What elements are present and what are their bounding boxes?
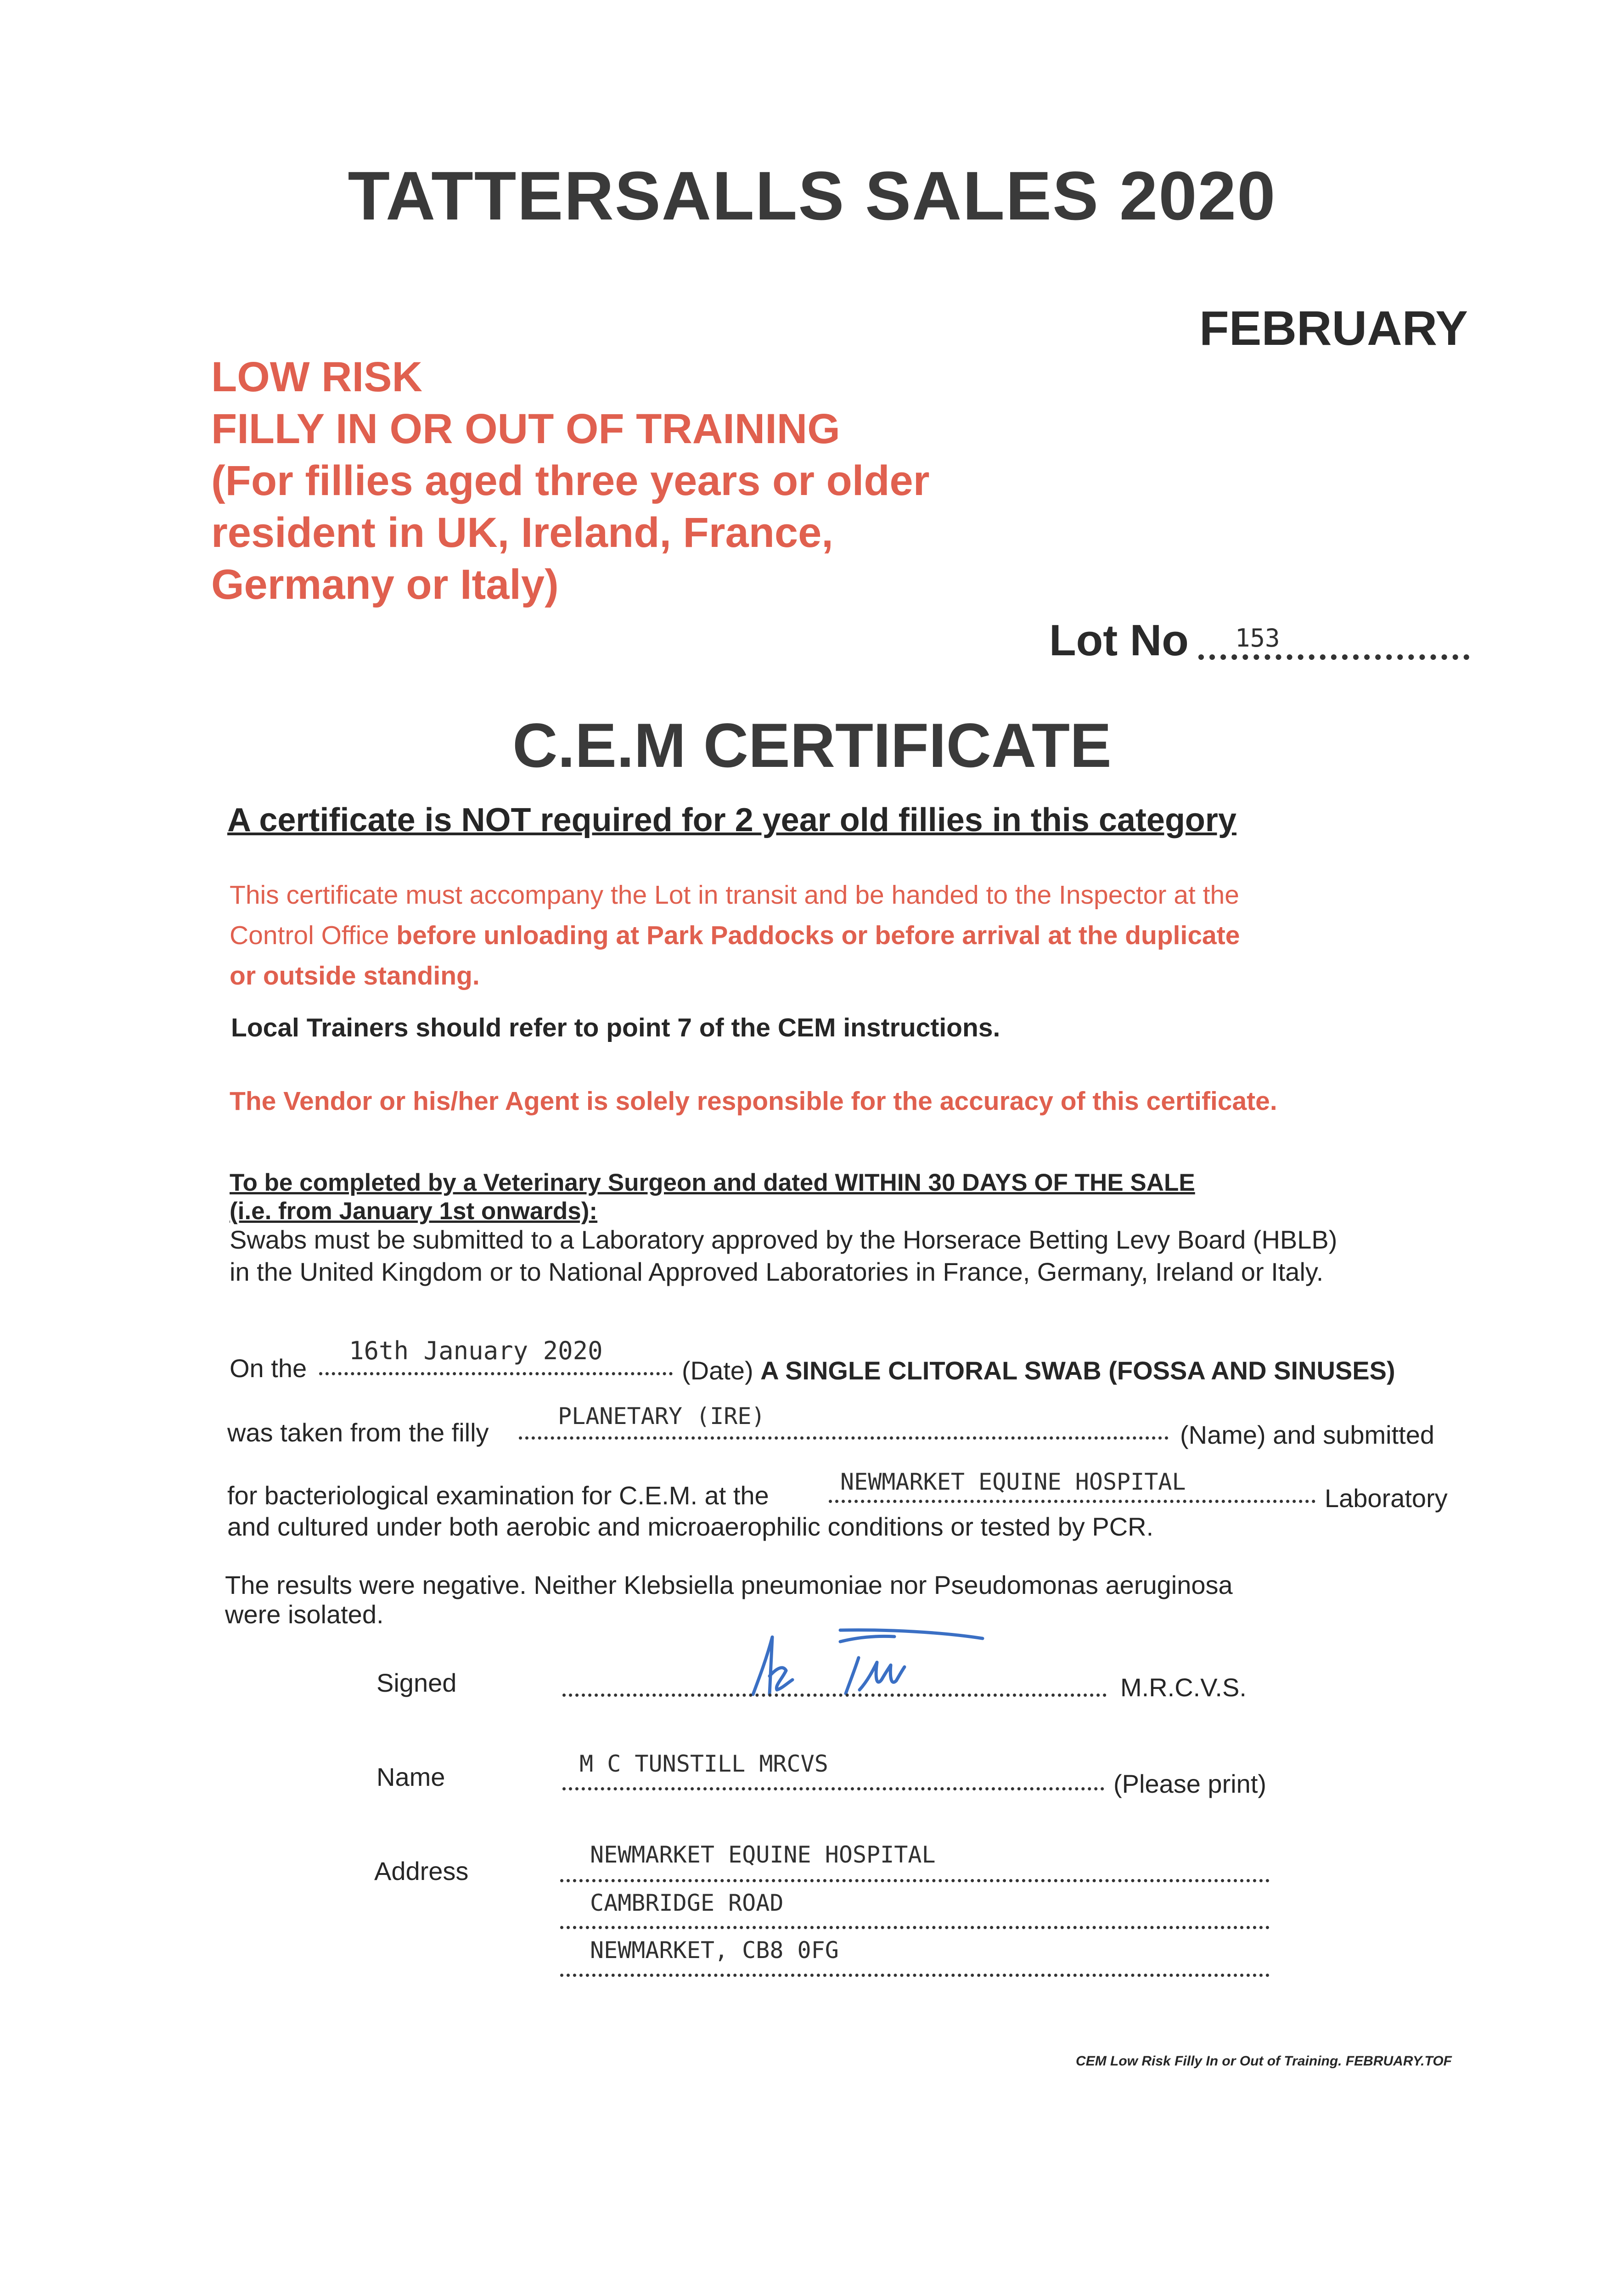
transit-line: or outside standing. [230,961,480,990]
date-suffix: (Date) A SINGLE CLITORAL SWAB (FOSSA AND SINUSES) [682,1356,1395,1385]
taken-from-label: was taken from the filly [227,1418,489,1447]
cultured-text: and cultured under both aerobic and microaerophilic conditions or tested by PCR. [227,1512,1154,1541]
lot-dotted-line [1198,654,1469,660]
lot-label: Lot No [1049,616,1189,665]
date-dotted-line [319,1372,673,1375]
vendor-responsibility-note: The Vendor or his/her Agent is solely responsible for the accuracy of this certificate. [230,1086,1277,1116]
signature [725,1626,1019,1699]
page-title: TATTERSALLS SALES 2020 [348,157,1276,234]
address-dotted-line-3 [560,1974,1270,1977]
results-text: The results were negative. Neither Klebsiella pneumoniae nor Pseudomonas aeruginosa were isolated. [225,1570,1233,1629]
address-dotted-line-1 [560,1879,1270,1882]
not-required-notice: A certificate is NOT required for 2 year old fillies in this category [227,802,1236,838]
mrcvs-suffix: M.R.C.V.S. [1120,1673,1247,1702]
laboratory-suffix: Laboratory [1325,1484,1448,1513]
vet-name-field: M C TUNSTILL MRCVS [579,1750,828,1777]
signature-dotted-line [562,1694,1107,1697]
completion-instructions: To be completed by a Veterinary Surgeon and dated WITHIN 30 DAYS OF THE SALE (i.e. from January 1st onwards): [230,1169,1195,1225]
address-line-3: NEWMARKET, CB8 0FG [590,1937,839,1964]
category-line: FILLY IN OR OUT OF TRAINING [211,405,840,452]
address-label: Address [374,1857,469,1885]
certificate-title: C.E.M CERTIFICATE [512,710,1112,780]
laboratory-dotted-line [829,1500,1315,1503]
name-label: Name [376,1762,445,1791]
filly-name-dotted-line [519,1436,1169,1440]
on-the-label: On the [230,1354,307,1383]
date-field: 16th January 2020 [349,1336,603,1365]
laboratory-field: NEWMARKET EQUINE HOSPITAL [840,1469,1186,1495]
exam-prefix: for bacteriological examination for C.E.M. at the [227,1481,769,1510]
name-suffix: (Name) and submitted [1180,1420,1435,1449]
category-line: (For fillies aged three years or older [211,457,930,504]
signed-label: Signed [376,1668,457,1697]
category-line: LOW RISK [211,354,422,400]
please-print-hint: (Please print) [1113,1769,1267,1798]
address-dotted-line-2 [560,1926,1270,1929]
lot-number: 153 [1235,624,1280,653]
footer-file-reference: CEM Low Risk Filly In or Out of Training. FEBRUARY.TOF [1076,2054,1452,2069]
local-trainers-note: Local Trainers should refer to point 7 of the CEM instructions. [231,1013,1000,1042]
transit-line: Control Office before unloading at Park Paddocks or before arrival at the duplicate [230,921,1240,950]
address-line-2: CAMBRIDGE ROAD [590,1890,784,1916]
transit-instructions [230,875,1240,996]
swab-submission-text: Swabs must be submitted to a Laboratory approved by the Horserace Betting Levy Board (HBLB) in the United Kingdom or to National Approved Laboratories in France, Germany, Ireland or Italy. [230,1225,1337,1286]
name-dotted-line [562,1787,1104,1790]
transit-line: This certificate must accompany the Lot in transit and be handed to the Inspector at the [230,880,1239,910]
sale-month: FEBRUARY [1199,301,1468,355]
category-line: resident in UK, Ireland, France, [211,509,833,556]
address-line-1: NEWMARKET EQUINE HOSPITAL [590,1841,936,1868]
category-line: Germany or Italy) [211,561,559,608]
filly-name-field: PLANETARY (IRE) [558,1403,765,1429]
category-block [211,351,930,611]
